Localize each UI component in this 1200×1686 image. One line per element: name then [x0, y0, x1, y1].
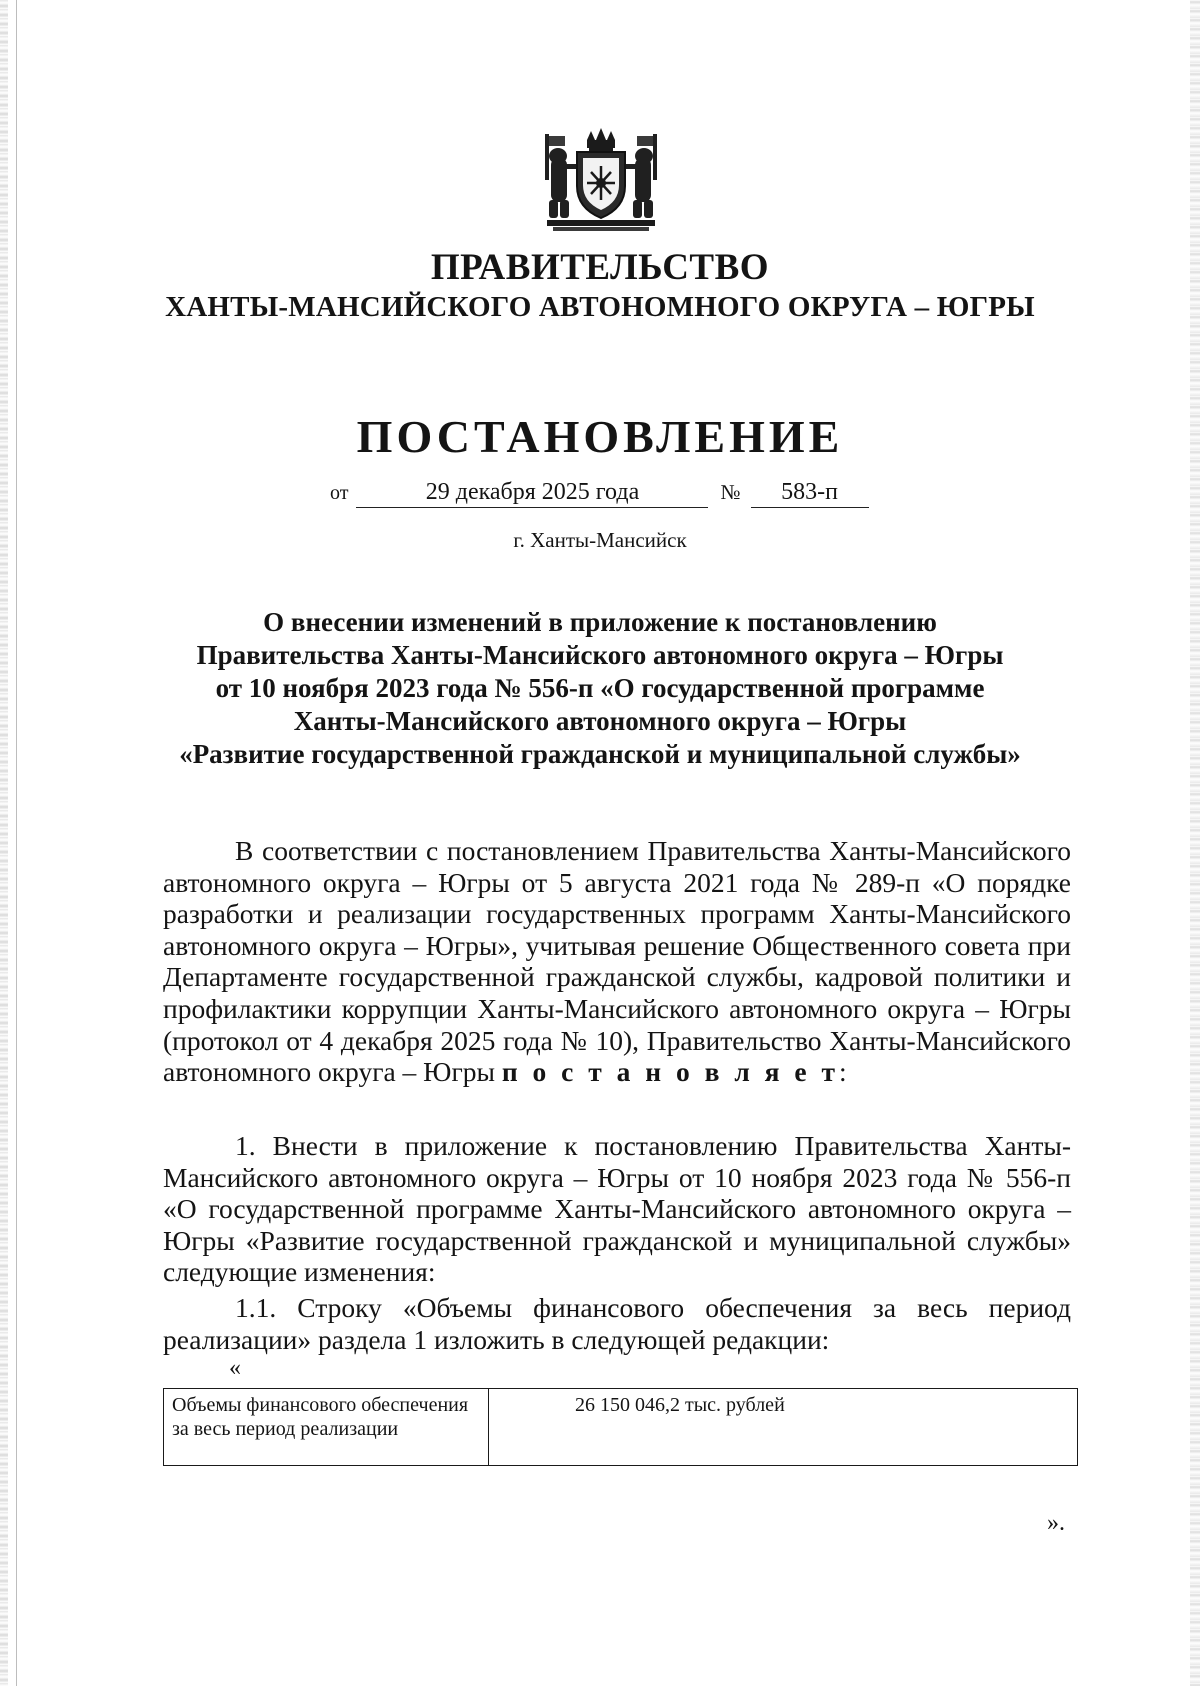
subject-line: О внесении изменений в приложение к постановлению: [263, 607, 937, 637]
resolves-colon: :: [838, 1056, 847, 1088]
number-sign: №: [720, 480, 741, 504]
subject-line: Ханты-Мансийского автономного округа – Югры: [293, 706, 907, 736]
document-date: 29 декабря 2025 года: [356, 479, 708, 508]
preamble-paragraph: [163, 835, 1071, 1088]
table-row: [164, 1389, 1078, 1466]
subject-line: «Развитие государственной гражданской и муниципальной службы»: [179, 739, 1021, 769]
closing-quote: ».: [1047, 1510, 1065, 1536]
region-title: ХАНТЫ-МАНСИЙСКОГО АВТОНОМНОГО ОКРУГА – ЮГРЫ: [165, 291, 1035, 323]
preamble-text: В соответствии с постановлением Правительства Ханты-Мансийского автономного округа – Югры от 5 августа 2021 года № 289-п «О порядке разработки и реализации государственных программ Ханты-Мансийского автономного округа – Югры», учитывая решение Общественного совета при Департаменте государственной гражданской службы, кадровой политики и профилактики коррупции Ханты-Мансийского автономного округа – Югры (протокол от 4 декабря 2025 года № 10), Правительство Ханты-Мансийского автономного округа – Югры: [163, 835, 1071, 1088]
item-1-1-text: 1.1. Строку «Объемы финансового обеспечения за весь период реализации» раздела 1 изложить в следующей редакции:: [163, 1292, 1071, 1355]
subject-line: от 10 ноября 2023 года № 556-п «О государственной программе: [215, 673, 985, 703]
item-1-1-paragraph: [163, 1292, 1071, 1355]
document-number: 583-п: [751, 479, 869, 508]
document-subject: [150, 606, 1050, 771]
finance-table: [163, 1388, 1078, 1466]
coat-of-arms-icon: [543, 128, 659, 234]
subject-line: Правительства Ханты-Мансийского автономного округа – Югры: [196, 640, 1004, 670]
resolves-keyword: п о с т а н о в л я е т: [501, 1056, 839, 1088]
item-1-text: 1. Внести в приложение к постановлению Правительства Ханты-Мансийского автономного округа – Югры от 10 ноября 2023 года № 556-п «О государственной программе Ханты-Мансийского автономного округа – Югры «Развитие государственной гражданской и муниципальной службы» следующие изменения:: [163, 1130, 1071, 1288]
document-type-title: ПОСТАНОВЛЕНИЕ: [356, 411, 844, 462]
item-1-paragraph: [163, 1130, 1071, 1288]
city-line: г. Ханты-Мансийск: [513, 528, 687, 552]
opening-quote: «: [229, 1355, 241, 1381]
date-number-line: [330, 479, 869, 508]
date-prefix: от: [330, 482, 349, 504]
finance-value-cell: 26 150 046,2 тыс. рублей: [489, 1389, 1078, 1466]
finance-label-cell: Объемы финансового обеспечения за весь период реализации: [164, 1389, 489, 1466]
government-title: ПРАВИТЕЛЬСТВО: [430, 247, 770, 288]
